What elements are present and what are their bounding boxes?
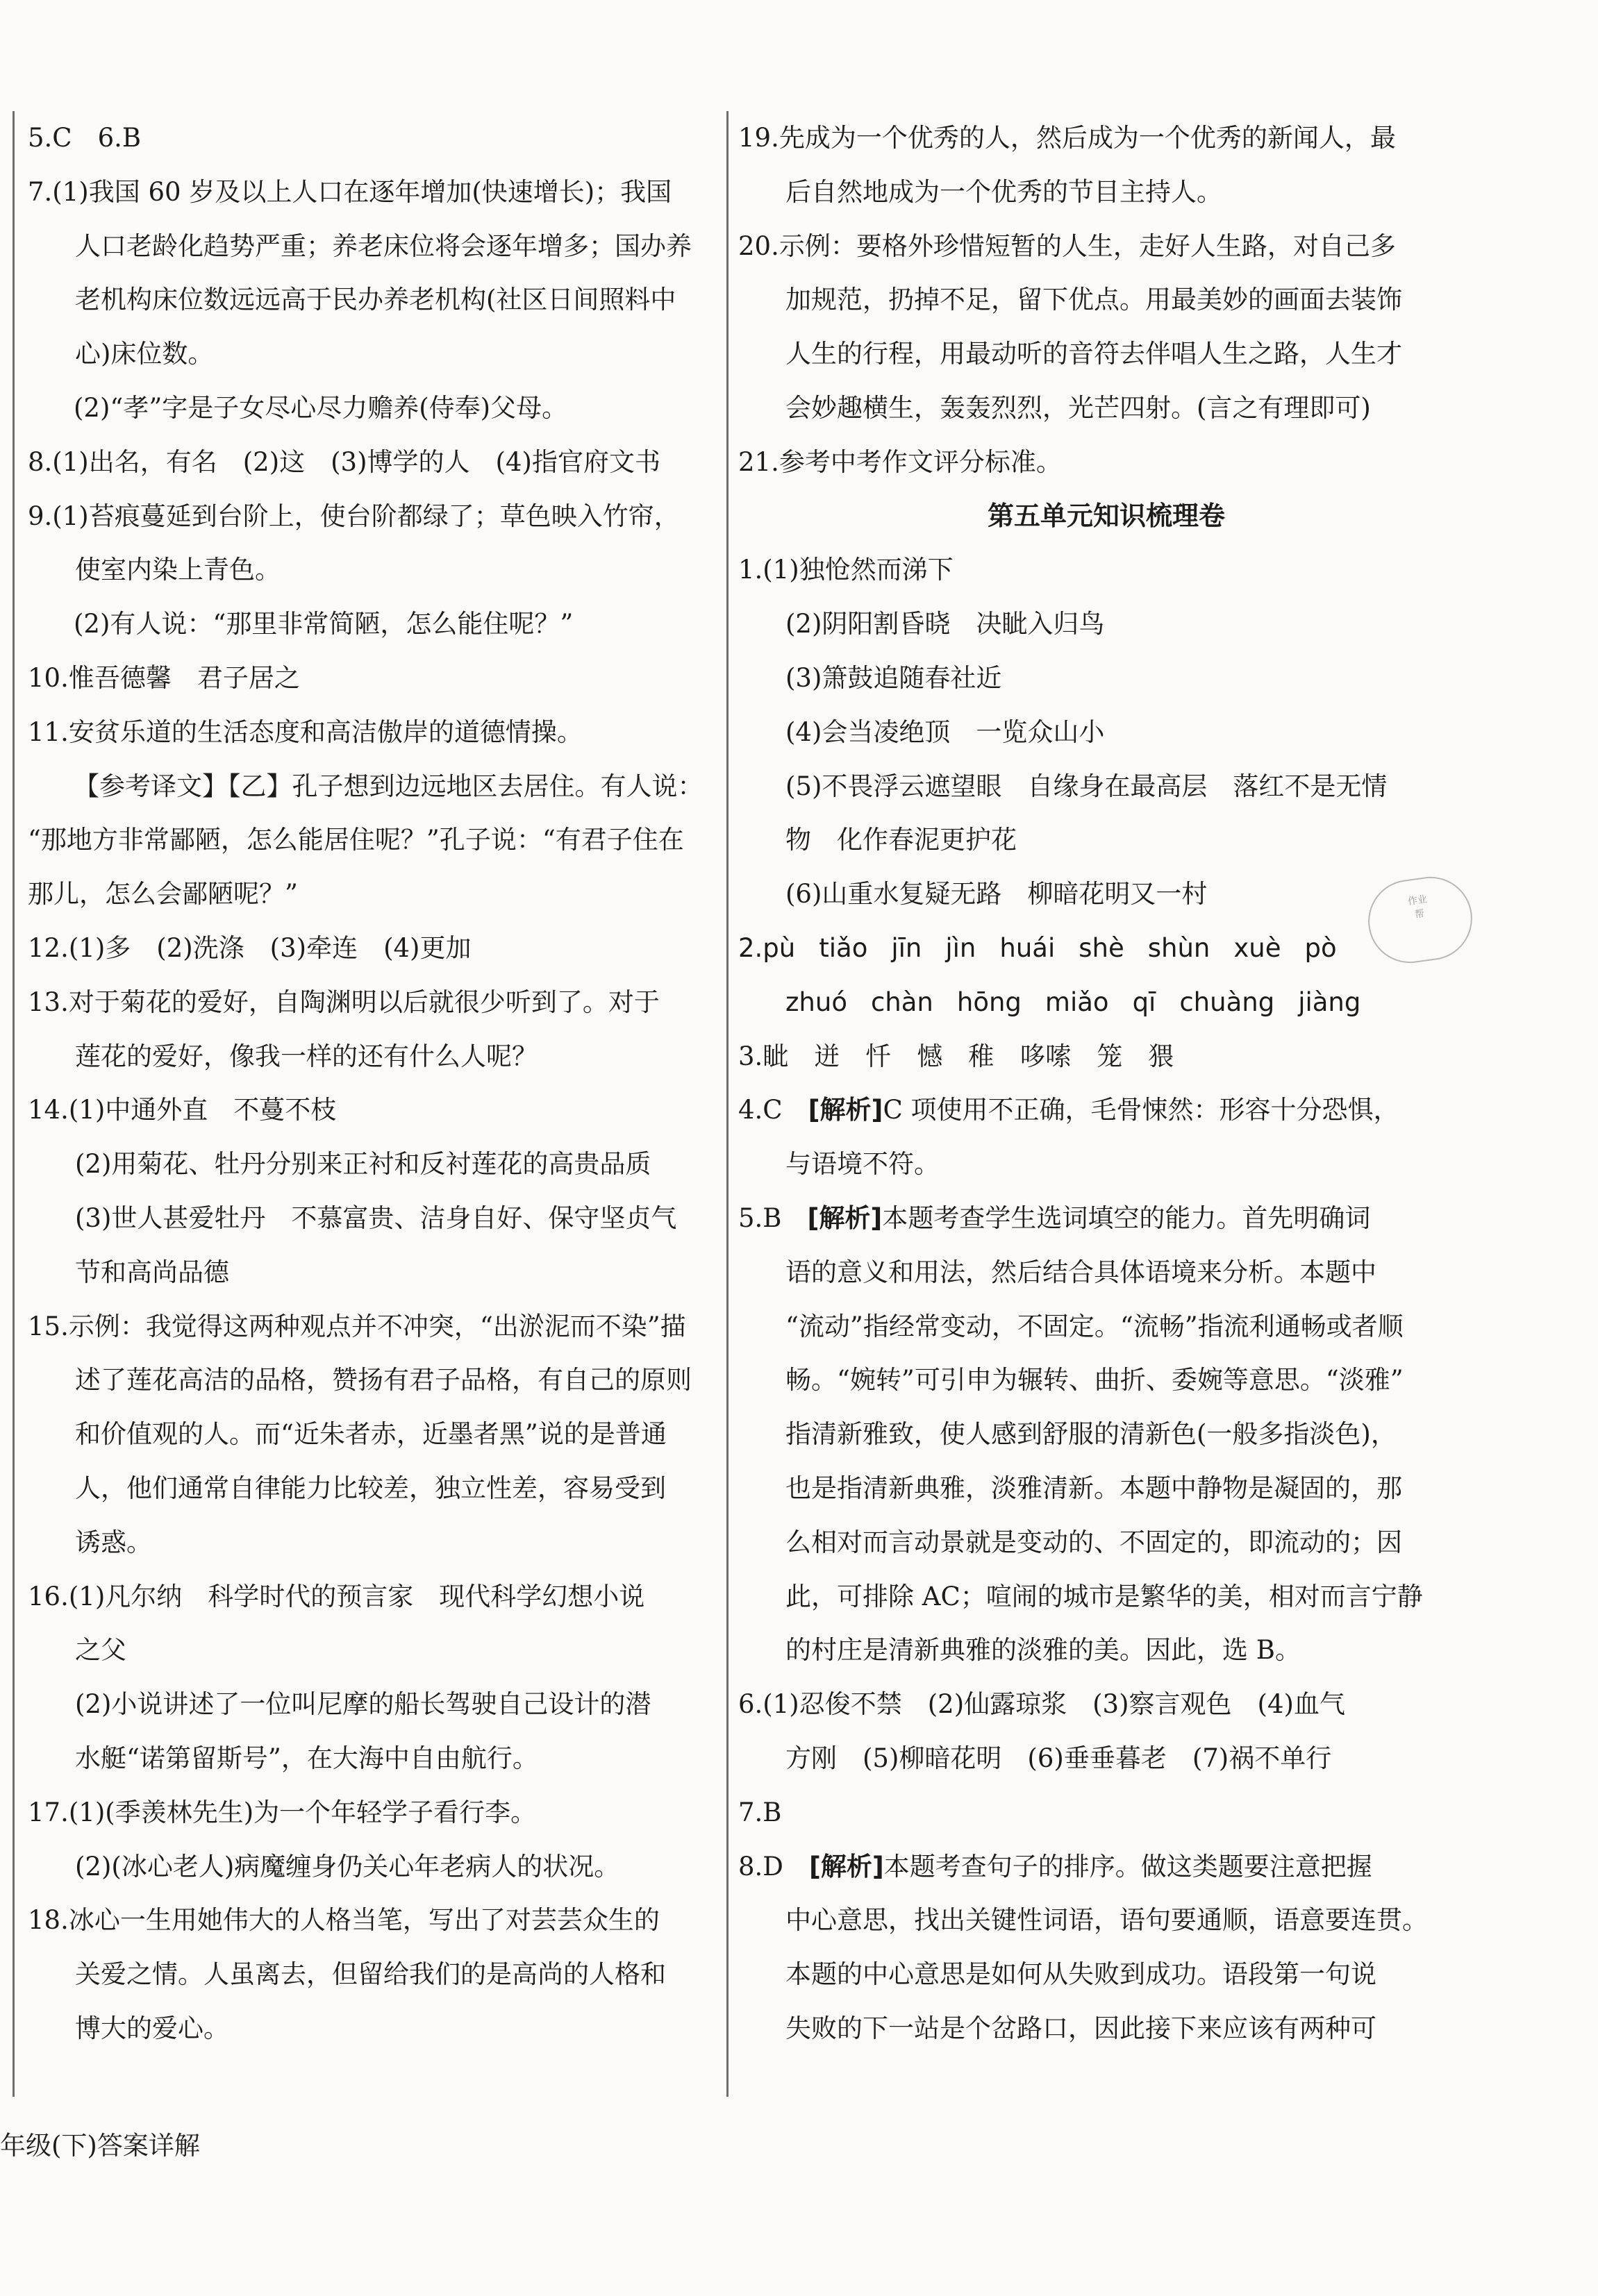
pinyin-item: chuàng [1179,987,1275,1017]
answer-line: 21.参考中考作文评分标准。 [738,446,1062,477]
pinyin-item: jiàng [1298,987,1361,1017]
answer-line: 水艇“诺第留斯号”，在大海中自由航行。 [75,1743,538,1773]
pinyin-item: 2.pù [738,932,796,963]
pinyin-row [738,975,1474,1030]
answer-line: 中心意思，找出关键性词语，语句要通顺，语意要连贯。 [785,1905,1428,1936]
answer-line: 畅。“婉转”可引申为辗转、曲折、委婉等意思。“淡雅” [785,1365,1404,1396]
answer-line: (6)山重水复疑无路 柳暗花明又一村 [785,879,1208,910]
answer-line: (2)(冰心老人)病魔缠身仍关心年老病人的状况。 [75,1851,620,1882]
answer-line: 8.(1)出名，有名 (2)这 (3)博学的人 (4)指官府文书 [28,446,660,477]
answer-line: 人，他们通常自律能力比较差，独立性差，容易受到 [75,1473,666,1503]
footer-text: 年级(下)答案详解 [0,2131,200,2161]
answer-line: 老机构床位数远远高于民办养老机构(社区日间照料中 [75,285,676,315]
pinyin-item: jìn [945,932,976,963]
answer-line: 此，可排除 AC；喧闹的城市是繁华的美，相对而言宁静 [785,1581,1423,1611]
pinyin-item: miǎo [1044,987,1109,1017]
answer-line: 方刚 (5)柳暗花明 (6)垂垂暮老 (7)祸不单行 [785,1743,1332,1773]
answer-line: 博大的爱心。 [75,2013,229,2043]
answer-line: 诱惑。 [75,1527,152,1557]
pinyin-item: zhuó [785,987,847,1017]
answer-line: 9.(1)苔痕蔓延到台阶上，使台阶都绿了；草色映入竹帘， [28,501,680,531]
column-divider [726,111,729,2097]
answer-line: (5)不畏浮云遮望眼 自缘身在最高层 落红不是无情 [785,771,1388,801]
answer-line: 语的意义和用法，然后结合具体语境来分析。本题中 [785,1257,1376,1287]
answer-line: 的村庄是清新典雅的淡雅的美。因此，选 B。 [785,1635,1301,1666]
answer-line: 16.(1)凡尔纳 科学时代的预言家 现代科学幻想小说 [28,1581,645,1611]
answer-line: (2)有人说：“那里非常简陋，怎么能住呢？” [74,609,574,639]
answer-line: 和价值观的人。而“近朱者赤，近墨者黑”说的是普通 [75,1419,667,1450]
answer-line: 心)床位数。 [75,339,214,369]
pinyin-item: hōng [956,987,1022,1017]
answer-line: 1.(1)独怆然而涕下 [738,555,954,585]
answer-line: (2)用菊花、牡丹分别来正衬和反衬莲花的高贵品质 [75,1149,651,1180]
pinyin-item: shè [1079,932,1124,963]
answer-line: 7.(1)我国 60 岁及以上人口在逐年增加(快速增长)；我国 [28,176,672,207]
stamp-icon: 作业 帮 [1363,871,1477,969]
answer-line: “流动”指经常变动，不固定。“流畅”指流利通畅或者顺 [785,1311,1404,1341]
pinyin-item: qī [1132,987,1156,1017]
answer-line: 失败的下一站是个岔路口，因此接下来应该有两种可 [785,2013,1376,2043]
pinyin-item: shùn [1147,932,1210,963]
answer-line: 本题的中心意思是如何从失败到成功。语段第一句说 [785,1959,1376,1990]
answer-line: 会妙趣横生，轰轰烈烈，光芒四射。(言之有理即可) [785,392,1371,423]
answer-line: 4.C [解析]C 项使用不正确，毛骨悚然：形容十分恐惧， [738,1095,1399,1125]
answer-line: (2)小说讲述了一位叫尼摩的船长驾驶自己设计的潜 [75,1689,651,1720]
note-tag: [解析] [807,1203,883,1233]
answer-line: 述了莲花高洁的品格，赞扬有君子品格，有自己的原则 [75,1365,692,1396]
answer-line: 14.(1)中通外直 不蔓不枝 [28,1095,337,1125]
answer-line: 么相对而言动景就是变动的、不固定的，即流动的；因 [785,1527,1402,1557]
answer-line: 那儿，怎么会鄙陋呢？” [28,879,298,910]
answer-line: 使室内染上青色。 [75,555,281,585]
answer-line: 人生的行程，用最动听的音符去伴唱人生之路，人生才 [785,339,1402,369]
answer-line: 节和高尚品德 [75,1257,229,1287]
pinyin-item: huái [999,932,1056,963]
answer-line: 人口老龄化趋势严重；养老床位将会逐年增多；国办养 [75,231,692,261]
answer-line: 11.安贫乐道的生活态度和高洁傲岸的道德情操。 [28,717,583,747]
answer-line: 物 化作春泥更护花 [785,825,1017,855]
answer-line: 与语境不符。 [785,1149,940,1180]
answer-line: 18.冰心一生用她伟大的人格当笔，写出了对芸芸众生的 [28,1905,660,1936]
answer-line: 10.惟吾德馨 君子居之 [28,662,300,693]
pinyin-item: jīn [891,932,922,963]
answer-line: (3)世人甚爱牡丹 不慕富贵、洁身自好、保守坚贞气 [75,1203,677,1233]
answer-line: 5.C 6.B [28,123,142,153]
left-column [28,111,719,2056]
answer-line: 12.(1)多 (2)洗涤 (3)牵连 (4)更加 [28,932,472,963]
answer-line: 6.(1)忍俊不禁 (2)仙露琼浆 (3)察言观色 (4)血气 [738,1689,1345,1720]
answer-line: 也是指清新典雅，淡雅清新。本题中静物是凝固的，那 [785,1473,1402,1503]
answer-line: 之父 [75,1635,126,1666]
answer-line: (3)箫鼓追随春社近 [785,662,1002,693]
answer-line: (2)“孝”字是子女尽心尽力赡养(侍奉)父母。 [74,392,568,423]
answer-line: “那地方非常鄙陋，怎么能居住呢？”孔子说：“有君子住在 [28,825,684,855]
answer-line: 莲花的爱好，像我一样的还有什么人呢？ [75,1041,538,1071]
answer-line: 15.示例：我觉得这两种观点并不冲突，“出淤泥而不染”描 [28,1311,686,1341]
answer-line: 3.眦 迸 忏 憾 稚 哆嗦 笼 猥 [738,1041,1174,1071]
pinyin-row [738,921,1474,975]
note-tag: [解析] [808,1095,883,1125]
left-margin-rule [13,111,15,2097]
answer-line: (2)阴阳割昏晓 决眦入归鸟 [785,609,1105,639]
pinyin-item: chàn [870,987,933,1017]
answer-line: 20.示例：要格外珍惜短暂的人生，走好人生路，对自己多 [738,231,1396,261]
answer-line: 后自然地成为一个优秀的节目主持人。 [785,176,1222,207]
answer-line: 【参考译文】【乙】孔子想到边远地区去居住。有人说： [74,771,704,801]
answer-line: 5.B [解析]本题考查学生选词填空的能力。首先明确词 [738,1203,1371,1233]
note-tag: [解析] [808,1851,884,1882]
answer-line: 13.对于菊花的爱好，自陶渊明以后就很少听到了。对于 [28,987,660,1017]
answer-line: 7.B [738,1797,782,1827]
section-title: 第五单元知识梳理卷 [987,500,1225,531]
answer-line: (4)会当凌绝顶 一览众山小 [785,717,1105,747]
answer-line: 关爱之情。人虽离去，但留给我们的是高尚的人格和 [75,1959,666,1990]
pinyin-item: tiǎo [819,932,868,963]
answer-line: 加规范，扔掉不足，留下优点。用最美妙的画面去装饰 [785,285,1402,315]
answer-line: 19.先成为一个优秀的人，然后成为一个优秀的新闻人，最 [738,123,1396,153]
answer-line: 指清新雅致，使人感到舒服的清新色(一般多指淡色)， [785,1419,1397,1450]
pinyin-item: pò [1304,932,1337,963]
right-column [738,111,1474,2056]
pinyin-item: xuè [1233,932,1281,963]
answer-line: 8.D [解析]本题考查句子的排序。做这类题要注意把握 [738,1851,1372,1882]
answer-line: 17.(1)(季羡林先生)为一个年轻学子看行李。 [28,1797,537,1827]
